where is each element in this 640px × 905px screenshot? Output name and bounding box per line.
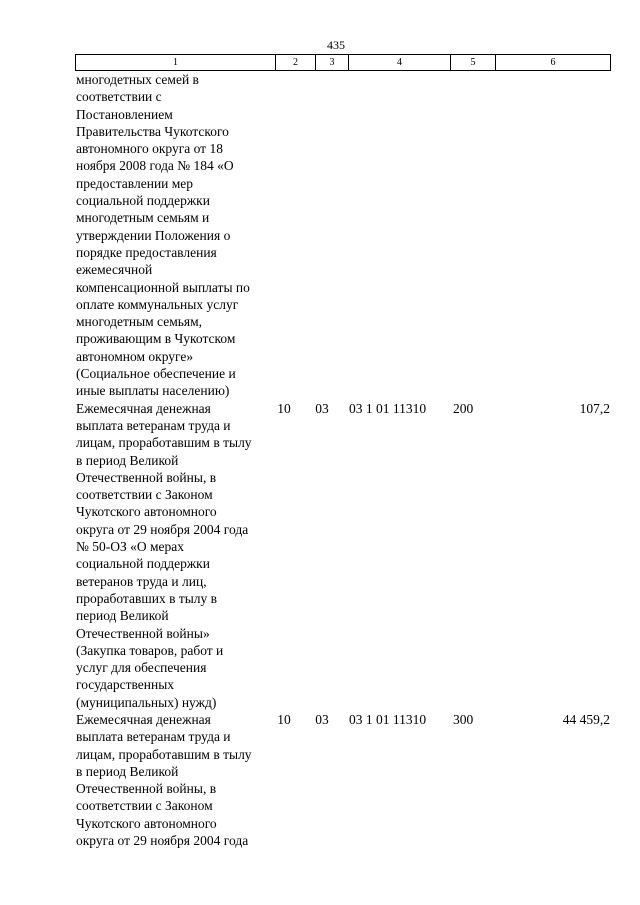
table-row: [0, 400, 640, 711]
column-header-3: 3: [316, 55, 349, 71]
page-number: 435: [327, 38, 345, 52]
column-header-4: 4: [349, 55, 451, 71]
table-row: [0, 711, 640, 849]
column-header-1: 1: [76, 55, 276, 71]
column-header-row: [76, 55, 611, 71]
row-description: Ежемесячная денежная выплата ветеранам труда и лицам, проработавшим в тылу в период Великой Отечественной войны, в соответствии с Законом Чукотского автономного округа от 29 ноября 2004 года: [76, 711, 252, 849]
row-section: 10: [277, 400, 291, 416]
row-description: многодетных семей в соответствии с Постановлением Правительства Чукотского автономного округа от 18 ноября 2008 года № 184 «О предоставлении мер социальной поддержки многодетным семьям и утверждении Положения о порядке предоставления ежемесячной компенсационной выплаты по оплате коммунальных услуг многодетным семьям, проживающим в Чукотском автономном округе» (Социальное обеспечение и иные выплаты населению): [76, 72, 250, 399]
table-row: [0, 71, 640, 400]
table-body: [0, 71, 640, 849]
column-header-2: 2: [276, 55, 316, 71]
row-section: 10: [277, 711, 291, 727]
row-target-article: 03 1 01 11310: [349, 400, 427, 416]
column-header-6: 6: [496, 55, 611, 71]
row-subsection: 03: [315, 400, 329, 416]
row-amount: 44 459,2: [562, 711, 610, 727]
row-subsection: 03: [315, 711, 329, 727]
row-amount: 107,2: [579, 400, 610, 416]
row-target-article: 03 1 01 11310: [349, 711, 427, 727]
row-expense-type: 200: [453, 400, 474, 416]
column-header-table: [75, 54, 611, 71]
row-expense-type: 300: [453, 711, 474, 727]
column-header-5: 5: [451, 55, 496, 71]
row-description: Ежемесячная денежная выплата ветеранам труда и лицам, проработавшим в тылу в период Великой Отечественной войны, в соответствии с Законом Чукотского автономного округа от 29 ноября 2004 года № 50-ОЗ «О мерах социальной поддержки ветеранов труда и лиц, проработавших в тылу в период Великой Отечественной войны» (Закупка товаров, работ и услуг для обеспечения государственных (муниципальных) нужд): [76, 400, 252, 710]
